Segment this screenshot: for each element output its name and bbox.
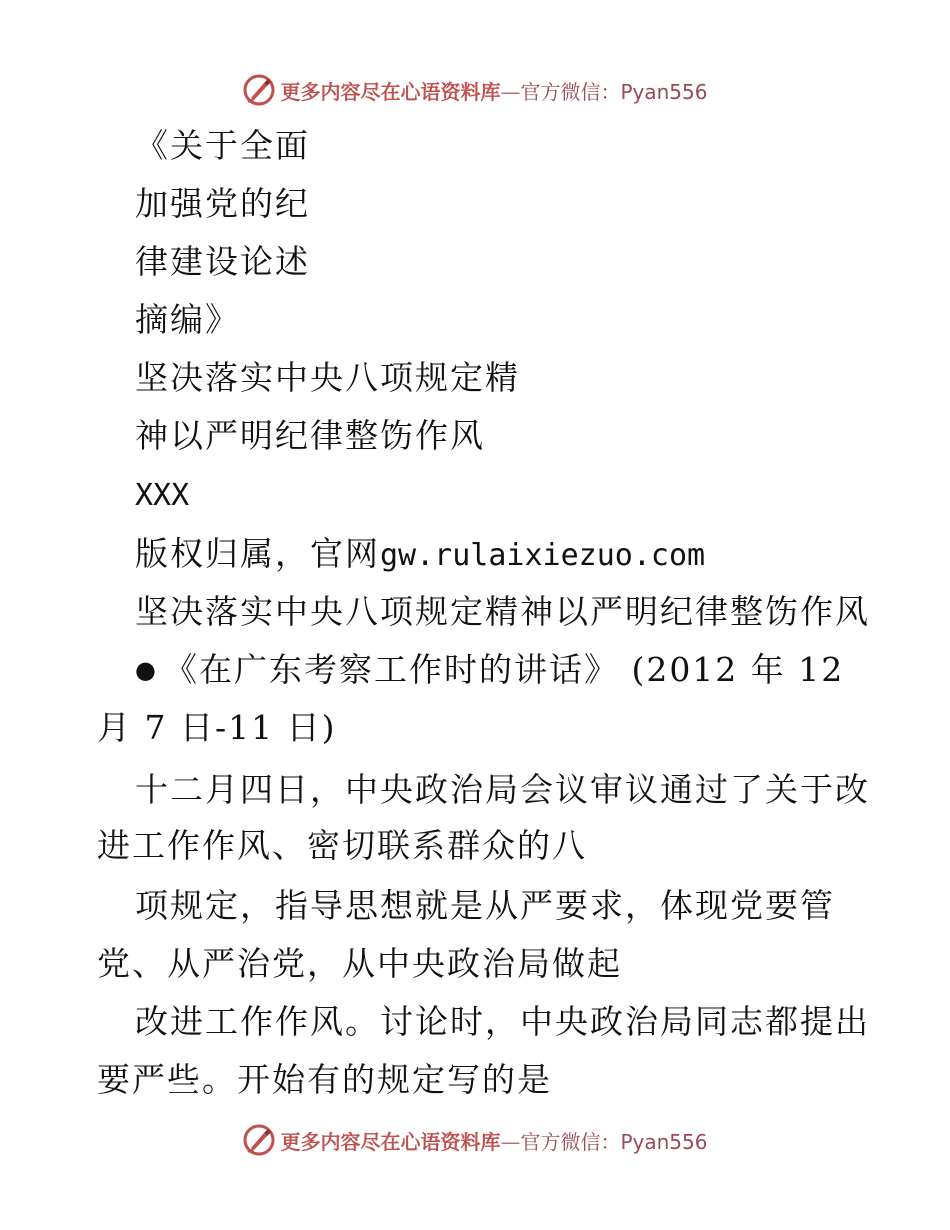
- source-title: 《在广东考察工作时的讲话》 (2012 年 12: [163, 650, 845, 689]
- section-heading: 坚决落实中央八项规定精神以严明纪律整饬作风: [135, 592, 870, 631]
- author: XXX: [135, 478, 190, 513]
- paragraph-3-line-2: 要严些。开始有的规定写的是: [97, 1060, 552, 1099]
- paragraph-1-line-1: 十二月四日，中央政治局会议审议通过了关于改: [135, 770, 870, 809]
- banner-separator: —: [500, 1129, 521, 1154]
- source-line-1: [135, 650, 844, 690]
- banner-separator: —: [500, 79, 521, 104]
- subtitle-line-1: 坚决落实中央八项规定精: [135, 358, 520, 397]
- banner-wechat: 官方微信：Pyan556: [520, 1129, 708, 1154]
- title-line-3: 律建设论述: [135, 242, 310, 281]
- copyright-prefix: 版权归属，官网: [135, 534, 380, 573]
- source-line-2: 月 7 日-11 日): [97, 708, 337, 747]
- banner-text: 更多内容尽在心语资料库: [280, 1129, 501, 1154]
- paragraph-2-line-2: 党、从严治党，从中央政治局做起: [97, 944, 622, 983]
- pen-logo-icon: [242, 1123, 276, 1157]
- title-line-1: 《关于全面: [135, 126, 310, 165]
- title-line-2: 加强党的纪: [135, 184, 310, 223]
- subtitle-line-2: 神以严明纪律整饬作风: [135, 416, 485, 455]
- pen-logo-icon: [242, 73, 276, 107]
- header-banner: [0, 70, 950, 110]
- paragraph-1-line-2: 进工作作风、密切联系群众的八: [97, 826, 587, 865]
- paragraph-3-line-1: 改进工作作风。讨论时，中央政治局同志都提出: [135, 1002, 870, 1041]
- copyright-url: gw.rulaixiezuo.com: [380, 538, 706, 573]
- banner-wechat: 官方微信：Pyan556: [520, 79, 708, 104]
- bullet-icon: ●: [135, 656, 158, 684]
- footer-banner: [0, 1120, 950, 1160]
- paragraph-2-line-1: 项规定，指导思想就是从严要求，体现党要管: [135, 886, 835, 925]
- title-line-4: 摘编》: [135, 300, 240, 339]
- banner-text: 更多内容尽在心语资料库: [280, 79, 501, 104]
- copyright-line: [135, 534, 705, 576]
